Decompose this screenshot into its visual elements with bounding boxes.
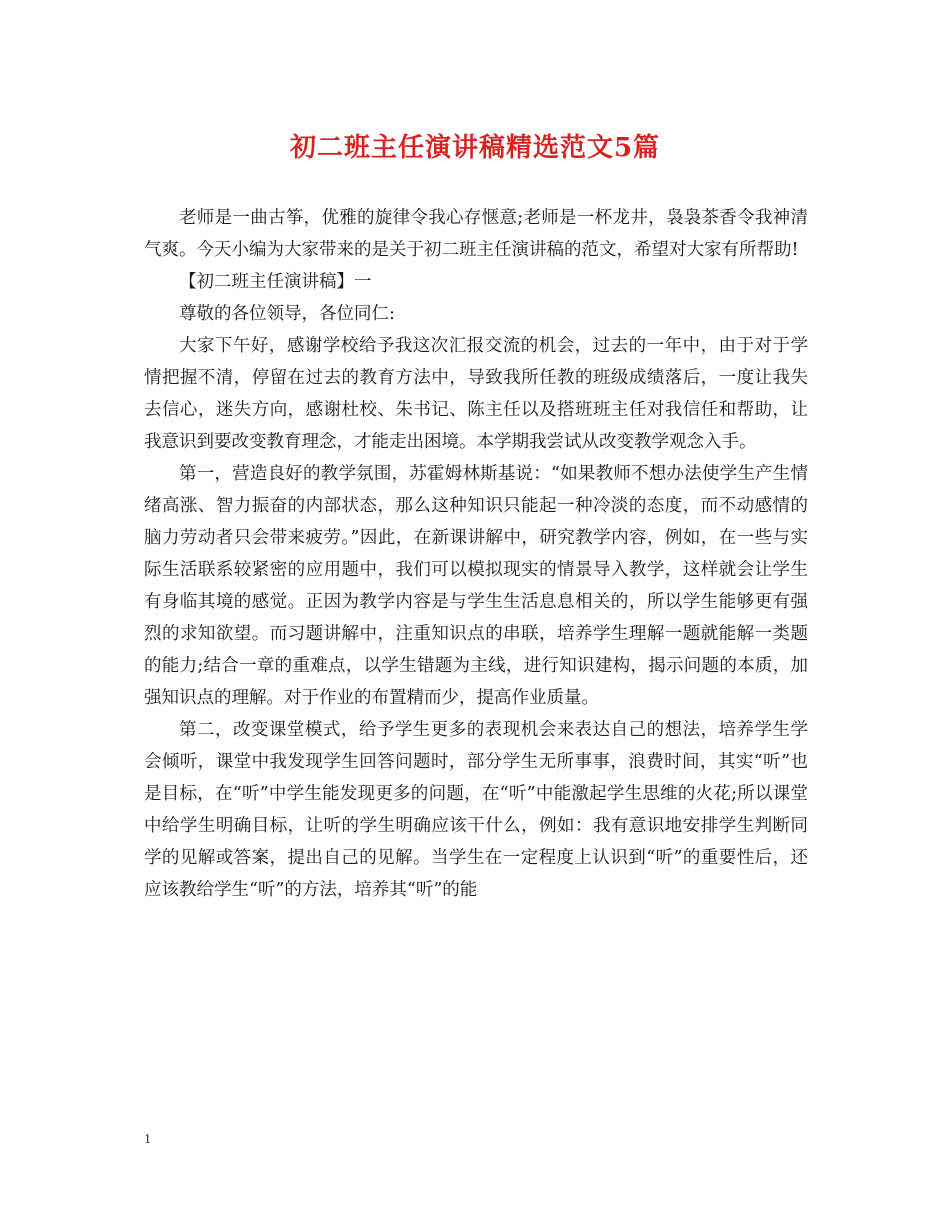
intro-paragraph: 老师是一曲古筝，优雅的旋律令我心存惬意;老师是一杯龙井，袅袅茶香令我神清气爽。今天小编为大家带来的是关于初二班主任演讲稿的范文，希望对大家有所帮助! <box>144 208 808 260</box>
body-paragraph: 第二，改变课堂模式，给予学生更多的表现机会来表达自己的想法，培养学生学会倾听，课堂中我发现学生回答问题时，部分学生无所事事，浪费时间，其实“听”也是目标，在“听”中学生能发现更多的问题，在“听”中能激起学生思维的火花;所以课堂中给学生明确目标，让听的学生明确应该干什么，例如：我有意识地安排学生判断同学的见解或答案，提出自己的见解。当学生在一定程度上认识到“听”的重要性后，还应该教给学生“听”的方法，培养其“听”的能 <box>144 720 808 900</box>
section-heading: 【初二班主任演讲稿】一 <box>179 272 372 292</box>
document-title: 初二班主任演讲稿精选范文5篇 <box>289 133 661 163</box>
salutation: 尊敬的各位领导，各位同仁: <box>179 304 395 324</box>
page-number: 1 <box>144 1132 151 1147</box>
document-body <box>144 202 808 906</box>
body-paragraph: 第一，营造良好的教学氛围，苏霍姆林斯基说：“如果教师不想办法使学生产生情绪高涨、智力振奋的内部状态，那么这种知识只能起一种冷淡的态度，而不动感情的脑力劳动者只会带来疲劳。”因此，在新课讲解中，研究教学内容，例如，在一些与实际生活联系较紧密的应用题中，我们可以模拟现实的情景导入教学，这样就会让学生有身临其境的感觉。正因为教学内容是与学生生活息息相关的，所以学生能够更有强烈的求知欲望。而习题讲解中，注重知识点的串联，培养学生理解一题就能解一类题的能力;结合一章的重难点，以学生错题为主线，进行知识建构，揭示问题的本质，加强知识点的理解。对于作业的布置精而少，提高作业质量。 <box>144 464 808 708</box>
body-paragraph: 大家下午好，感谢学校给予我这次汇报交流的机会，过去的一年中，由于对于学情把握不清，停留在过去的教育方法中，导致我所任教的班级成绩落后，一度让我失去信心，迷失方向，感谢杜校、朱书记、陈主任以及搭班班主任对我信任和帮助，让我意识到要改变教育理念，才能走出困境。本学期我尝试从改变教学观念入手。 <box>144 336 808 452</box>
